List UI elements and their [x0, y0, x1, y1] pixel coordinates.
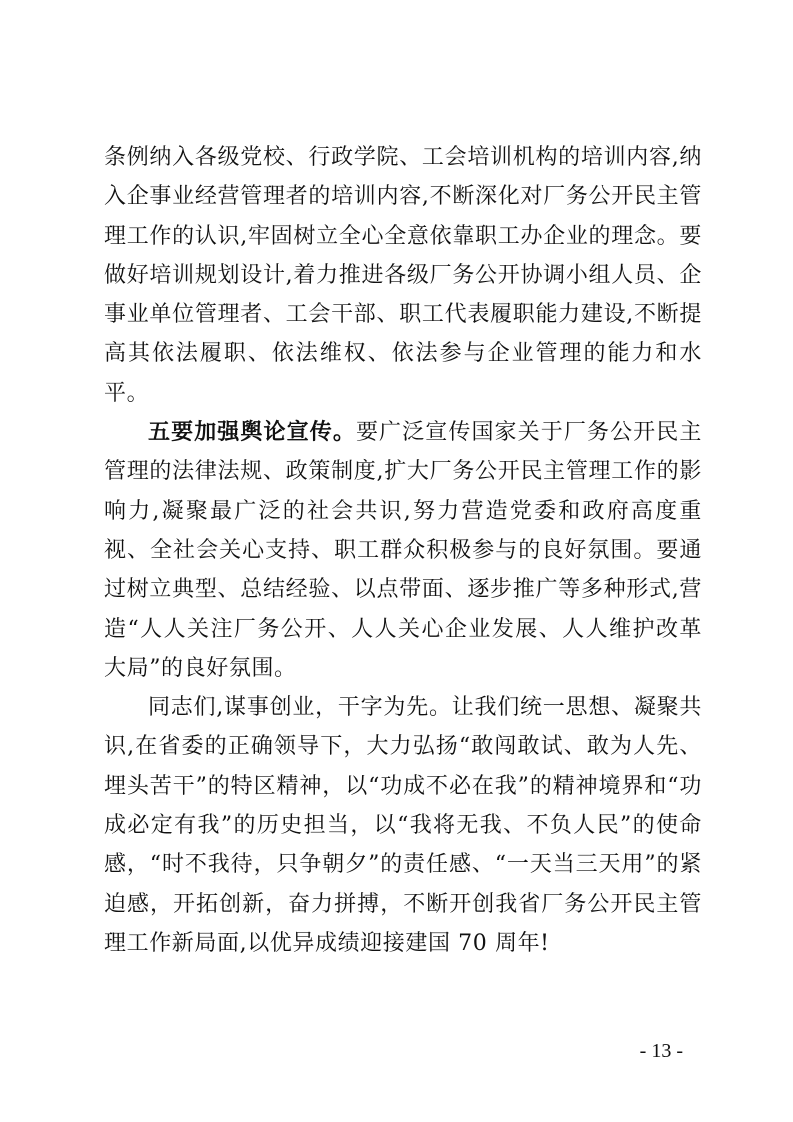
- paragraph-text: 同志们,谋事创业，干字为先。让我们统一思想、凝聚共识,在省委的正确领导下，大力弘扬“敢闯敢试、敢为人先、埋头苦干”的特区精神，以“功成不必在我”的精神境界和“功成必定有我”的历史担当，以“我将无我、不负人民”的使命感，“时不我待，只争朝夕”的责任感、“一天当三天用”的紧迫感，开拓创新，奋力拼搏，不断开创我省厂务公开民主管理工作新局面,以优异成绩迎接建国 70 周年!: [104, 695, 702, 956]
- paragraph-closing: [104, 688, 702, 963]
- paragraph-text: 要广泛宣传国家关于厂务公开民主管理的法律法规、政策制度,扩大厂务公开民主管理工作的影响力,凝聚最广泛的社会共识,努力营造党委和政府高度重视、全社会关心支持、职工群众积极参与的良好氛围。要通过树立典型、总结经验、以点带面、逐步推广等多种形式,营造“人人关注厂务公开、人人关心企业发展、人人维护改革大局”的良好氛围。: [104, 420, 702, 681]
- page-number: - 13 -: [639, 1040, 683, 1062]
- paragraph-text: 条例纳入各级党校、行政学院、工会培训机构的培训内容,纳入企事业经营管理者的培训内容,不断深化对厂务公开民主管理工作的认识,牢固树立全心全意依靠职工办企业的理念。要做好培训规划设计,着力推进各级厂务公开协调小组人员、企事业单位管理者、工会干部、职工代表履职能力建设,不断提高其依法履职、依法维权、依法参与企业管理的能力和水平。: [104, 145, 702, 406]
- paragraph-continuation: [104, 138, 702, 413]
- body-text: [104, 138, 702, 963]
- paragraph-heading: 五要加强舆论宣传。: [148, 420, 356, 446]
- paragraph-publicity: [104, 413, 702, 688]
